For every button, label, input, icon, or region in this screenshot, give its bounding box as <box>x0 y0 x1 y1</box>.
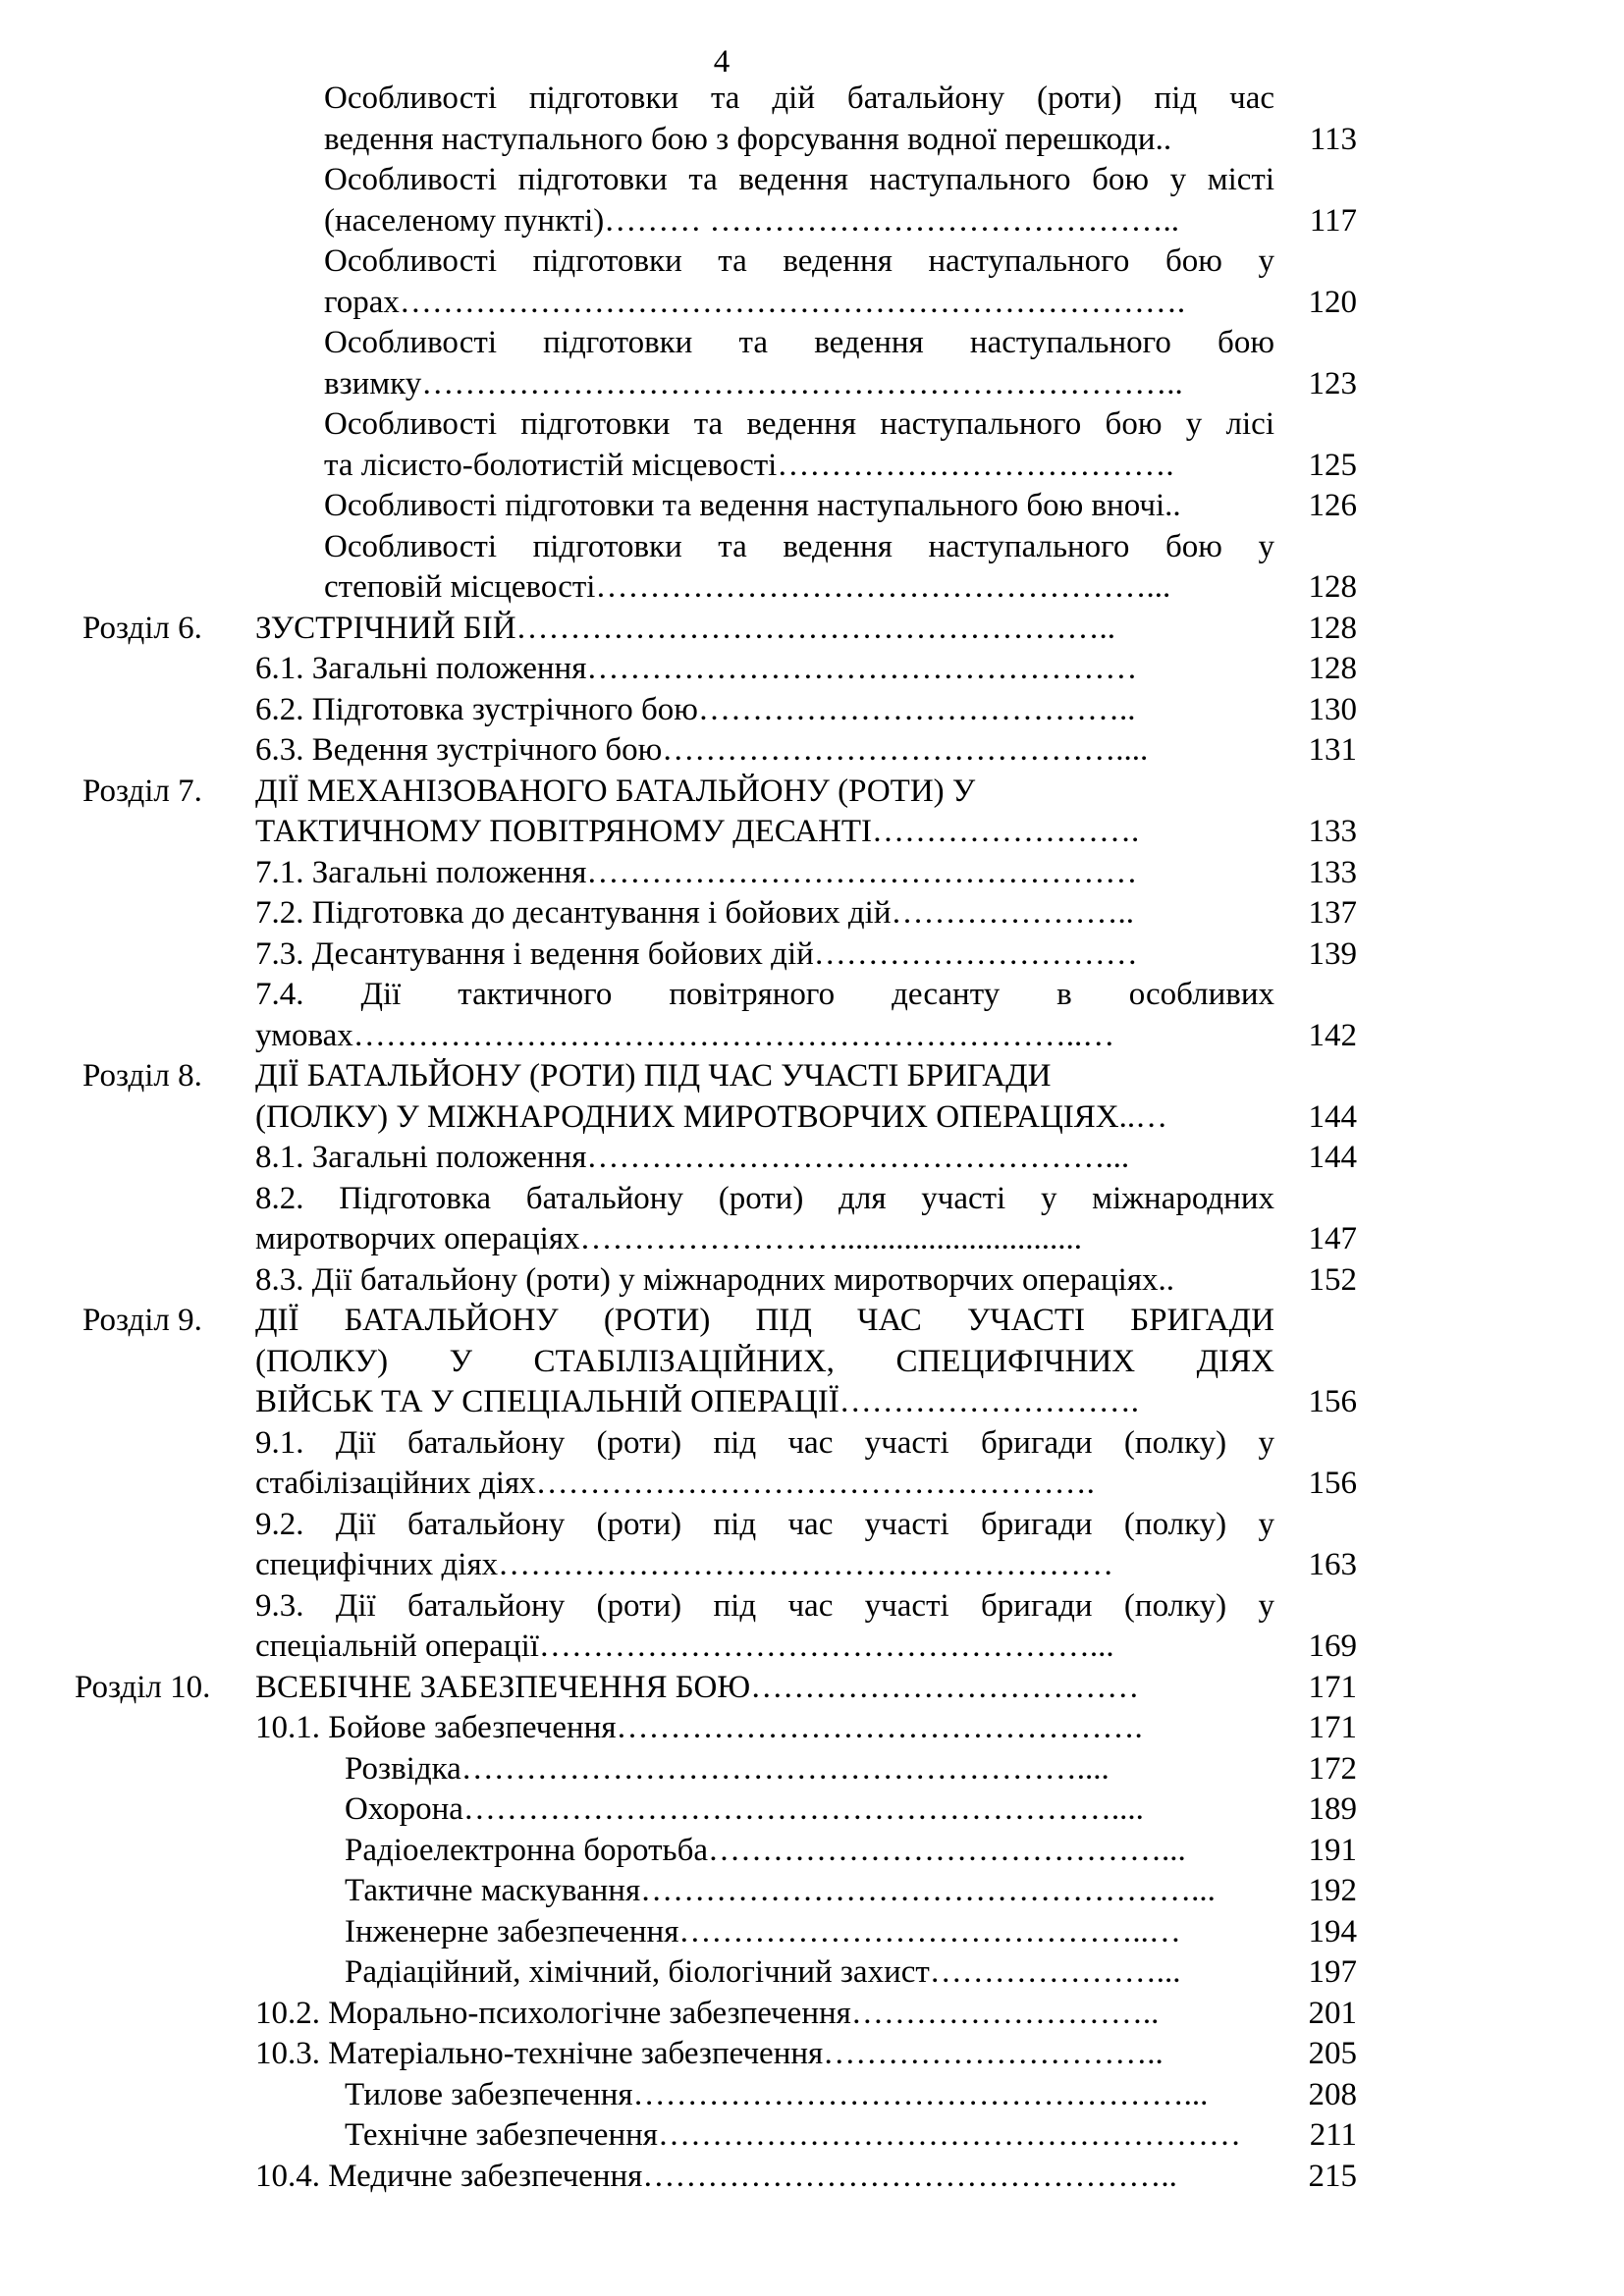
toc-page-number: 163 <box>1308 1547 1357 1582</box>
toc-entry <box>0 1260 1624 1302</box>
toc-entry-line <box>0 1627 1624 1668</box>
toc-entry-line <box>0 1912 1624 1953</box>
toc-entry-line <box>0 853 1624 894</box>
toc-entry-line <box>0 1708 1624 1749</box>
toc-entry-title: Особливості підготовки та ведення наступального бою у місті <box>324 162 1274 197</box>
toc-page-number: 120 <box>1308 284 1357 320</box>
toc-entry-line <box>0 1301 1624 1342</box>
toc-entry-line <box>0 120 1624 161</box>
toc-entry-title: Тактичне маскування……………………………………………... <box>345 1873 1216 1908</box>
toc-entry-line <box>0 2157 1624 2198</box>
toc-entry <box>0 772 1624 853</box>
toc-entry-title: Технічне забезпечення……………………………………………… <box>345 2117 1241 2153</box>
toc-entry <box>0 241 1624 323</box>
toc-entry <box>0 79 1624 160</box>
toc-entry <box>0 1952 1624 1994</box>
toc-entry <box>0 609 1624 650</box>
toc-page-number: 117 <box>1309 202 1357 239</box>
toc-entry-title: 10.3. Матеріально-технічне забезпечення………………………….. <box>255 2036 1164 2071</box>
toc-entry <box>0 404 1624 486</box>
toc-page-number: 128 <box>1308 610 1357 646</box>
toc-entry-line <box>0 241 1624 283</box>
toc-entry-line <box>0 364 1624 405</box>
toc-entry-line <box>0 1056 1624 1097</box>
toc-entry-title: 7.4. Дії тактичного повітряного десанту в особливих <box>255 977 1274 1012</box>
toc-page-number: 156 <box>1308 1466 1357 1501</box>
toc-entry-line <box>0 1138 1624 1179</box>
toc-entry <box>0 1505 1624 1586</box>
toc-entry-title: 9.2. Дії батальйону (роти) під час участі бригади (полку) у <box>255 1506 1274 1542</box>
toc-page-number: 191 <box>1308 1832 1357 1868</box>
toc-entry-title: Розвідка………………………………………………….... <box>345 1750 1110 1787</box>
toc-page-number: 147 <box>1308 1221 1357 1256</box>
toc-entry-line <box>0 486 1624 527</box>
toc-entry-line <box>0 1831 1624 1872</box>
toc-page-number: 123 <box>1308 365 1357 401</box>
toc-entry-line <box>0 934 1624 976</box>
toc-entry-title: ЗУСТРІЧНИЙ БІЙ……………………………………………….. <box>255 610 1116 646</box>
toc-entry <box>0 2075 1624 2116</box>
toc-entry-line <box>0 160 1624 201</box>
toc-page-number: 201 <box>1308 1995 1357 2031</box>
toc-page-number: 171 <box>1308 1669 1357 1705</box>
toc-page-number: 130 <box>1308 691 1357 727</box>
toc-entry <box>0 2157 1624 2198</box>
toc-page-number: 169 <box>1308 1629 1357 1664</box>
table-of-contents <box>0 79 1624 2197</box>
toc-entry-title: 8.2. Підготовка батальйону (роти) для участі у міжнародних <box>255 1180 1274 1216</box>
toc-entry-title: Особливості підготовки та ведення наступального бою у лісі <box>324 406 1274 442</box>
section-label: Розділ 8. <box>82 1058 202 1094</box>
toc-entry-title: 6.3. Ведення зустрічного бою…………………………………….... <box>255 732 1149 768</box>
toc-entry-line <box>0 1505 1624 1546</box>
toc-page-number: 137 <box>1308 895 1357 931</box>
toc-entry-line <box>0 1382 1624 1423</box>
toc-entry-title: Особливості підготовки та ведення наступального бою у <box>324 528 1274 564</box>
toc-entry-title: Особливості підготовки та ведення наступального бою <box>324 325 1274 360</box>
section-label: Розділ 10. <box>75 1669 211 1705</box>
toc-entry <box>0 730 1624 772</box>
toc-entry <box>0 2115 1624 2157</box>
section-label: Розділ 7. <box>82 773 202 809</box>
section-label: Розділ 9. <box>82 1303 202 1338</box>
toc-entry-line <box>0 1952 1624 1994</box>
toc-entry <box>0 649 1624 690</box>
toc-entry <box>0 1871 1624 1912</box>
toc-entry-title: Інженерне забезпечення……………………………………..… <box>345 1913 1181 1949</box>
toc-entry <box>0 853 1624 894</box>
toc-entry-title: ВСЕБІЧНЕ ЗАБЕЗПЕЧЕННЯ БОЮ……………………………… <box>255 1669 1140 1705</box>
toc-entry <box>0 1789 1624 1831</box>
toc-entry <box>0 527 1624 609</box>
toc-entry-line <box>0 1668 1624 1709</box>
toc-entry <box>0 1586 1624 1668</box>
toc-entry-title: умовах…………………………………………………………..… <box>255 1017 1115 1053</box>
toc-page-number: 126 <box>1308 488 1357 523</box>
toc-entry <box>0 1749 1624 1790</box>
toc-entry-title: Радіоелектронна боротьба……………………………………... <box>345 1832 1186 1868</box>
toc-entry <box>0 1708 1624 1749</box>
toc-entry-line <box>0 1016 1624 1057</box>
toc-entry-line <box>0 1789 1624 1831</box>
toc-entry-title: 9.3. Дії батальйону (роти) під час участі бригади (полку) у <box>255 1587 1274 1624</box>
toc-entry-title: степовій місцевості……………………………………………... <box>324 569 1171 605</box>
toc-entry <box>0 975 1624 1056</box>
toc-entry-title: Особливості підготовки та ведення наступального бою вночі.. <box>324 488 1181 523</box>
toc-entry-title: ВІЙСЬК ТА У СПЕЦІАЛЬНІЙ ОПЕРАЦІЇ………………………. <box>255 1384 1139 1419</box>
toc-entry-title: ТАКТИЧНОМУ ПОВІТРЯНОМУ ДЕСАНТІ……………………. <box>255 814 1140 849</box>
toc-entry-title: ДІЇ БАТАЛЬЙОНУ (РОТИ) ПІД ЧАС УЧАСТІ БРИГАДИ <box>255 1058 1052 1094</box>
toc-entry-line <box>0 283 1624 324</box>
toc-entry <box>0 934 1624 976</box>
toc-entry-line <box>0 1179 1624 1220</box>
toc-entry-title: та лісисто-болотистій місцевості………………………………. <box>324 447 1174 483</box>
page-number: 4 <box>713 44 731 80</box>
toc-entry-title: ведення наступального бою з форсування водної перешкоди.. <box>324 121 1172 157</box>
toc-entry-line <box>0 1749 1624 1790</box>
toc-entry-line <box>0 1545 1624 1586</box>
toc-entry-title: спеціальній операції……………………………………………... <box>255 1629 1114 1664</box>
toc-entry-line <box>0 2115 1624 2157</box>
toc-entry-line <box>0 1342 1624 1383</box>
toc-entry <box>0 690 1624 731</box>
toc-entry-line <box>0 1586 1624 1628</box>
toc-page-number: 156 <box>1308 1384 1357 1419</box>
toc-entry-line <box>0 567 1624 609</box>
toc-page-number: 205 <box>1308 2036 1357 2071</box>
toc-page-number: 215 <box>1308 2158 1357 2194</box>
toc-entry <box>0 1912 1624 1953</box>
toc-entry-line <box>0 730 1624 772</box>
toc-entry-line <box>0 812 1624 853</box>
toc-entry-line <box>0 1097 1624 1139</box>
toc-page-number: 189 <box>1308 1791 1357 1827</box>
toc-entry-title: ДІЇ МЕХАНІЗОВАНОГО БАТАЛЬЙОНУ (РОТИ) У <box>255 773 976 809</box>
toc-page-number: 208 <box>1308 2076 1357 2112</box>
toc-page-number: 211 <box>1309 2117 1357 2153</box>
toc-entry-line <box>0 527 1624 568</box>
toc-entry-line <box>0 79 1624 120</box>
toc-entry-title: Радіаційний, хімічний, біологічний захист…………………... <box>345 1954 1181 1990</box>
toc-page-number: 172 <box>1308 1750 1357 1787</box>
toc-entry-line <box>0 1423 1624 1465</box>
toc-page-number: 144 <box>1308 1098 1357 1135</box>
toc-entry <box>0 486 1624 527</box>
toc-entry-title: 8.3. Дії батальйону (роти) у міжнародних миротворчих операціях.. <box>255 1261 1175 1298</box>
toc-entry-title: 10.4. Медичне забезпечення………………………………………….. <box>255 2158 1177 2194</box>
toc-entry-line <box>0 323 1624 364</box>
toc-entry-line <box>0 1464 1624 1505</box>
toc-entry-title: Тилове забезпечення……………………………………………... <box>345 2076 1209 2112</box>
toc-entry <box>0 2034 1624 2075</box>
toc-entry-line <box>0 446 1624 487</box>
toc-entry-title: миротворчих операціях…………………….............................. <box>255 1221 1083 1256</box>
toc-entry <box>0 893 1624 934</box>
toc-page-number: 194 <box>1308 1913 1357 1949</box>
toc-entry-title: (населеному пункті)……… …………………………………….. <box>324 202 1180 239</box>
toc-entry-title: 7.3. Десантування і ведення бойових дій………………………… <box>255 935 1138 972</box>
toc-entry-line <box>0 649 1624 690</box>
toc-page-number: 192 <box>1308 1873 1357 1908</box>
toc-entry-title: взимку…………………………………………………………….. <box>324 365 1183 401</box>
toc-page-number: 152 <box>1308 1261 1357 1298</box>
toc-entry-title: (ПОЛКУ) У СТАБІЛІЗАЦІЙНИХ, СПЕЦИФІЧНИХ ДІЯХ <box>255 1343 1274 1379</box>
toc-entry-line <box>0 609 1624 650</box>
toc-entry-line <box>0 893 1624 934</box>
toc-entry <box>0 1138 1624 1179</box>
toc-entry-title: (ПОЛКУ) У МІЖНАРОДНИХ МИРОТВОРЧИХ ОПЕРАЦІЯХ..… <box>255 1098 1168 1135</box>
toc-page-number: 128 <box>1308 569 1357 605</box>
toc-page-number: 142 <box>1308 1017 1357 1053</box>
toc-entry-title: 6.2. Підготовка зустрічного бою………………………………….. <box>255 691 1136 727</box>
toc-entry <box>0 1301 1624 1423</box>
toc-entry-line <box>0 1219 1624 1260</box>
toc-entry <box>0 160 1624 241</box>
toc-entry-line <box>0 1994 1624 2035</box>
toc-page-number: 133 <box>1308 854 1357 890</box>
toc-page-number: 197 <box>1308 1954 1357 1990</box>
toc-entry-line <box>0 2034 1624 2075</box>
toc-entry-line <box>0 975 1624 1016</box>
toc-entry-title: горах………………………………………………………………. <box>324 284 1186 320</box>
toc-entry <box>0 1056 1624 1138</box>
toc-entry-title: 9.1. Дії батальйону (роти) під час участі бригади (полку) у <box>255 1424 1274 1461</box>
toc-page-number: 144 <box>1308 1140 1357 1175</box>
toc-entry-line <box>0 404 1624 446</box>
toc-entry <box>0 1994 1624 2035</box>
toc-entry <box>0 1423 1624 1505</box>
toc-entry-title: 6.1. Загальні положення…………………………………………… <box>255 651 1138 686</box>
toc-entry-line <box>0 201 1624 242</box>
toc-entry <box>0 1179 1624 1260</box>
toc-entry-title: Особливості підготовки та ведення наступального бою у <box>324 243 1274 279</box>
toc-entry-title: стабілізаційних діях……………………………………………. <box>255 1466 1095 1501</box>
section-label: Розділ 6. <box>82 610 202 646</box>
toc-entry <box>0 323 1624 404</box>
toc-page-number: 133 <box>1308 814 1357 849</box>
toc-entry-title: 7.2. Підготовка до десантування і бойових дій………………….. <box>255 895 1134 931</box>
toc-entry <box>0 1668 1624 1709</box>
toc-entry-line <box>0 1260 1624 1302</box>
toc-page-number: 171 <box>1308 1710 1357 1745</box>
toc-entry-title: специфічних діях………………………………………………… <box>255 1547 1114 1582</box>
toc-entry-title: 8.1. Загальні положення…………………………………………... <box>255 1140 1130 1175</box>
toc-entry-title: ДІЇ БАТАЛЬЙОНУ (РОТИ) ПІД ЧАС УЧАСТІ БРИГАДИ <box>255 1303 1274 1338</box>
toc-page-number: 131 <box>1308 732 1357 768</box>
toc-entry-title: Особливості підготовки та дій батальйону (роти) під час <box>324 80 1274 116</box>
toc-entry-title: 10.1. Бойове забезпечення…………………………………………. <box>255 1710 1143 1745</box>
toc-entry-title: 7.1. Загальні положення…………………………………………… <box>255 854 1138 890</box>
toc-page-number: 113 <box>1309 121 1357 157</box>
toc-entry-title: 10.2. Морально-психологічне забезпечення……………………….. <box>255 1995 1160 2031</box>
toc-entry-line <box>0 1871 1624 1912</box>
toc-entry-title: Охорона…………………………………………………….... <box>345 1791 1144 1827</box>
toc-page-number: 139 <box>1308 935 1357 972</box>
toc-entry-line <box>0 690 1624 731</box>
toc-entry-line <box>0 772 1624 813</box>
toc-entry <box>0 1831 1624 1872</box>
toc-entry-line <box>0 2075 1624 2116</box>
toc-page-number: 125 <box>1308 447 1357 483</box>
toc-page-number: 128 <box>1308 651 1357 686</box>
